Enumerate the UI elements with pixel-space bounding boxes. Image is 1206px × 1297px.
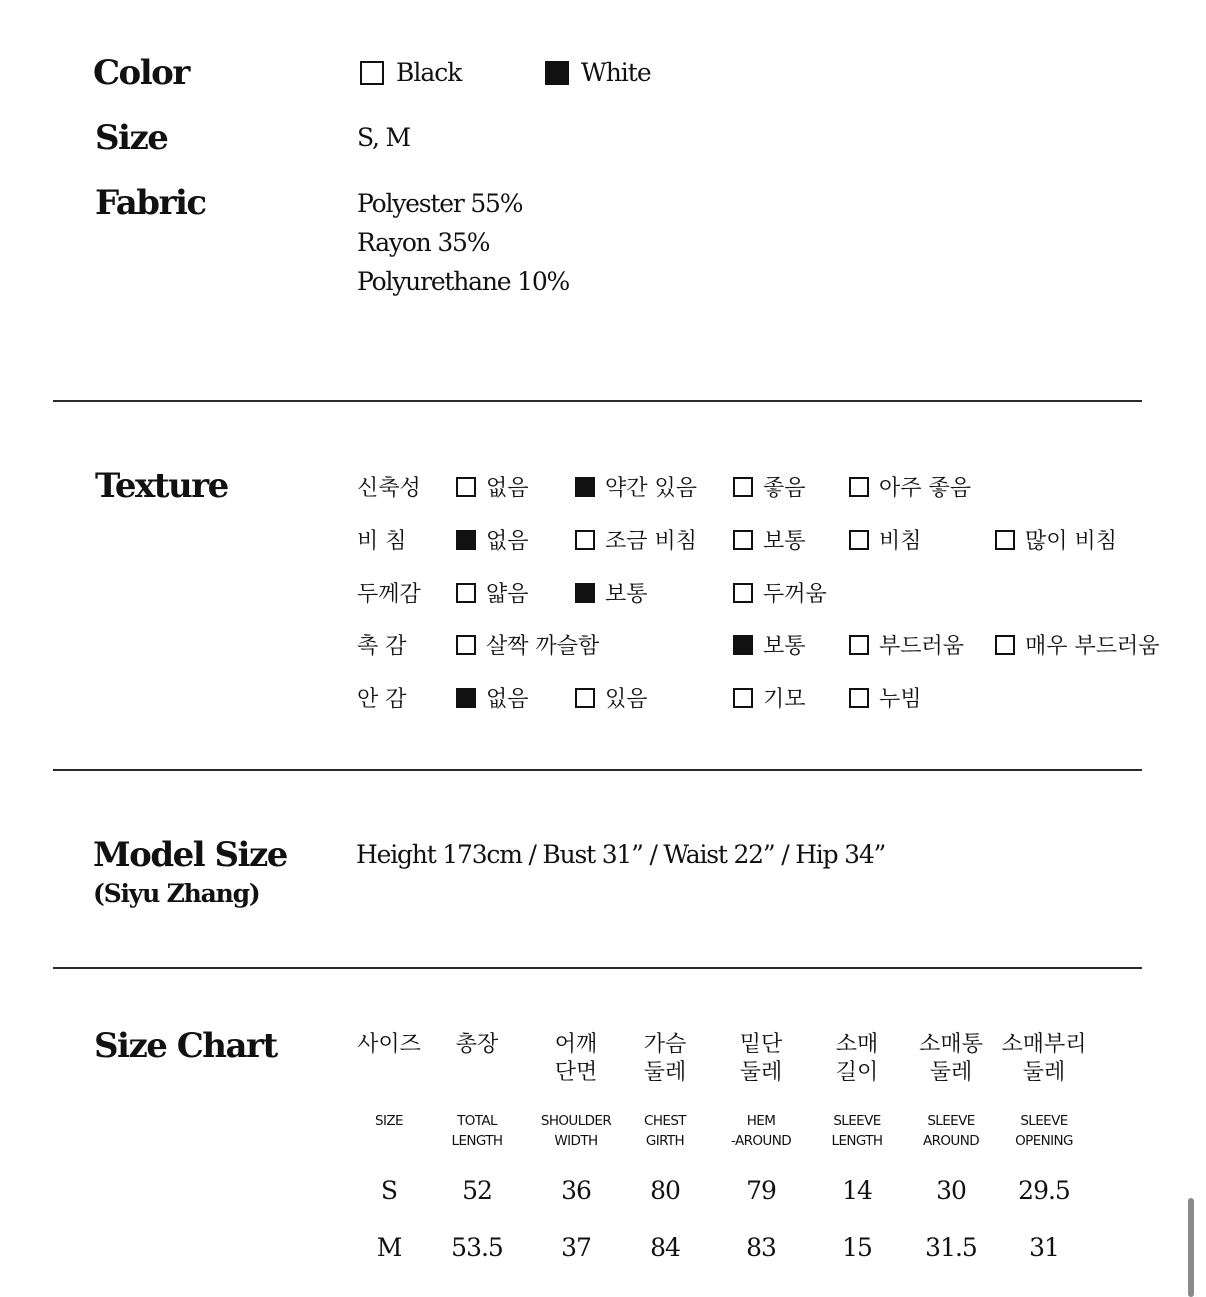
size-value: S, M [357, 123, 410, 152]
texture-option [733, 524, 806, 555]
texture-option [849, 524, 922, 555]
checked-box-icon [733, 635, 753, 655]
unchecked-box-icon [849, 688, 869, 708]
size-chart-cell: 37 [561, 1233, 591, 1262]
unchecked-box-icon [733, 583, 753, 603]
unchecked-box-icon [575, 530, 595, 550]
option-label: 보통 [763, 529, 806, 554]
option-label: 아주 좋음 [879, 476, 972, 501]
unchecked-box-icon [575, 688, 595, 708]
texture-option [995, 524, 1117, 555]
unchecked-box-icon [456, 477, 476, 497]
unchecked-box-icon [456, 583, 476, 603]
option-label: 조금 비침 [605, 529, 698, 554]
texture-row-label: 두께감 [357, 582, 421, 607]
option-label: 두꺼움 [763, 582, 827, 607]
checked-box-icon [575, 583, 595, 603]
texture-option [456, 524, 529, 555]
size-chart-header-ko: 소매통 둘레 [919, 1032, 983, 1085]
size-chart-header-en: CHEST GIRTH [644, 1113, 686, 1149]
texture-option [733, 471, 806, 502]
texture-option [575, 577, 648, 608]
model-size-value: Height 173cm / Bust 31” / Waist 22” / Hip 34” [356, 840, 886, 869]
texture-option [456, 577, 529, 608]
section-divider [53, 400, 1142, 402]
texture-row-label: 안 감 [357, 687, 407, 712]
checked-box-icon [456, 688, 476, 708]
size-chart-header-ko: 밑단 둘레 [739, 1032, 783, 1085]
model-size-label: Model Size [93, 835, 287, 875]
option-label: 부드러움 [879, 634, 965, 659]
size-chart-cell: 31 [1029, 1233, 1059, 1262]
section-divider [53, 769, 1142, 771]
scrollbar[interactable] [1188, 1198, 1194, 1297]
texture-option [575, 682, 648, 713]
unchecked-box-icon [849, 530, 869, 550]
fabric-line: Rayon 35% [357, 228, 490, 257]
fabric-label: Fabric [95, 183, 206, 223]
size-chart-cell: 83 [746, 1233, 776, 1262]
size-chart-cell: 30 [936, 1176, 966, 1205]
checked-box-icon [456, 530, 476, 550]
size-label: Size [95, 118, 168, 158]
color-option-label: Black [396, 58, 462, 87]
texture-option [456, 682, 529, 713]
texture-option [575, 524, 697, 555]
texture-option [456, 629, 599, 660]
texture-option [849, 682, 922, 713]
color-label: Color [93, 53, 189, 93]
unchecked-box-icon [995, 530, 1015, 550]
size-chart-header-en: SIZE [375, 1113, 403, 1129]
size-chart-header-ko: 사이즈 [357, 1032, 421, 1057]
size-chart-header-ko: 소매부리 둘레 [1001, 1032, 1087, 1085]
size-chart-cell: 53.5 [451, 1233, 503, 1262]
size-chart-header-ko: 소매 길이 [835, 1032, 879, 1085]
color-option-label: White [581, 58, 651, 87]
size-chart-cell: 36 [561, 1176, 591, 1205]
option-label: 보통 [763, 634, 806, 659]
unchecked-box-icon [733, 530, 753, 550]
size-chart-header-ko: 총장 [455, 1032, 499, 1057]
checked-box-icon [545, 61, 569, 85]
unchecked-box-icon [849, 635, 869, 655]
size-chart-header-en: SLEEVE OPENING [1015, 1113, 1073, 1149]
option-label: 없음 [486, 476, 529, 501]
unchecked-box-icon [456, 635, 476, 655]
texture-row-label: 비 침 [357, 529, 407, 554]
texture-option [849, 629, 964, 660]
option-label: 살짝 까슬함 [486, 634, 600, 659]
model-name: (Siyu Zhang) [93, 879, 260, 908]
option-label: 누빔 [879, 687, 922, 712]
texture-row-label: 신축성 [357, 476, 421, 501]
size-chart-cell: S [380, 1176, 398, 1205]
section-divider [53, 967, 1142, 969]
unchecked-box-icon [995, 635, 1015, 655]
size-chart-header-en: SLEEVE LENGTH [831, 1113, 883, 1149]
texture-option [733, 629, 806, 660]
size-chart-cell: 84 [650, 1233, 680, 1262]
fabric-line: Polyester 55% [357, 189, 523, 218]
size-chart-header-en: HEM -AROUND [731, 1113, 791, 1149]
texture-option [456, 471, 529, 502]
option-label: 있음 [605, 687, 648, 712]
option-label: 기모 [763, 687, 806, 712]
size-chart-cell: 79 [746, 1176, 776, 1205]
size-chart-header-en: TOTAL LENGTH [451, 1113, 503, 1149]
size-chart-header-en: SLEEVE AROUND [922, 1113, 980, 1149]
texture-option [849, 471, 971, 502]
option-label: 비침 [879, 529, 922, 554]
size-chart-cell: 80 [650, 1176, 680, 1205]
checked-box-icon [575, 477, 595, 497]
texture-option [995, 629, 1160, 660]
size-chart-label: Size Chart [94, 1026, 277, 1066]
option-label: 많이 비침 [1025, 529, 1118, 554]
size-chart-header-ko: 가슴 둘레 [643, 1032, 687, 1085]
option-label: 좋음 [763, 476, 806, 501]
texture-row-label: 촉 감 [357, 634, 407, 659]
size-chart-header-en: SHOULDER WIDTH [540, 1113, 612, 1149]
option-label: 매우 부드러움 [1025, 634, 1160, 659]
unchecked-box-icon [733, 477, 753, 497]
size-chart-cell: M [376, 1233, 402, 1262]
option-label: 약간 있음 [605, 476, 698, 501]
color-option-white [545, 58, 651, 87]
unchecked-box-icon [849, 477, 869, 497]
texture-option [733, 577, 827, 608]
option-label: 없음 [486, 529, 529, 554]
texture-option [733, 682, 806, 713]
fabric-line: Polyurethane 10% [357, 267, 570, 296]
size-chart-cell: 31.5 [925, 1233, 977, 1262]
option-label: 얇음 [486, 582, 529, 607]
texture-label: Texture [95, 466, 228, 506]
size-chart-header-ko: 어깨 단면 [554, 1032, 598, 1085]
texture-option [575, 471, 697, 502]
size-chart-cell: 52 [462, 1176, 492, 1205]
option-label: 없음 [486, 687, 529, 712]
size-chart-cell: 29.5 [1018, 1176, 1070, 1205]
unchecked-box-icon [360, 61, 384, 85]
size-chart-cell: 15 [842, 1233, 872, 1262]
size-chart-cell: 14 [842, 1176, 872, 1205]
option-label: 보통 [605, 582, 648, 607]
color-option-black [360, 58, 461, 87]
unchecked-box-icon [733, 688, 753, 708]
